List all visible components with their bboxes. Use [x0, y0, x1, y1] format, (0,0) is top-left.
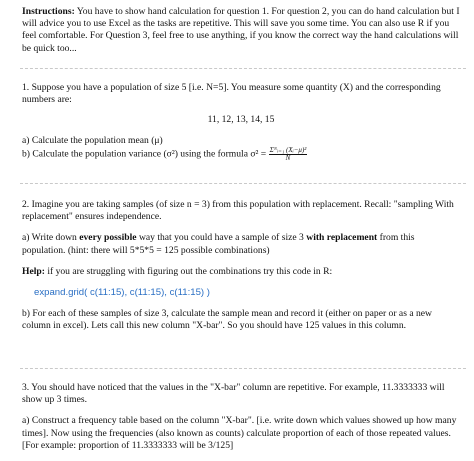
q3-part-a: a) Construct a frequency table based on the column "X-bar". [i.e. write down which values showed up how many times]. Now using the frequencies (also known as counts) calculate proportion of each of those repeated values. [For example: proportion of 11.3333333 will be 3/125]	[22, 415, 457, 451]
q1-part-b-text: b) Calculate the population variance (σ²) using the formula σ² =	[22, 148, 267, 160]
question-2	[22, 199, 460, 333]
q2-part-b: b) For each of these samples of size 3, calculate the sample mean and record it (either on paper or as a new column in excel). Lets call this new column "X-bar". So you should have 125 values in this column.	[22, 308, 432, 332]
q1-intro: 1. Suppose you have a population of size 5 [i.e. N=5]. You measure some quantity (X) and the corresponding numbers are:	[22, 82, 441, 106]
formula-denominator: N	[285, 153, 291, 162]
formula-numerator: Σᴺᵢ₌₁ (Xᵢ−μ)²	[269, 145, 307, 154]
q1-part-b	[22, 147, 460, 162]
q1-numbers: 11, 12, 13, 14, 15	[207, 114, 275, 126]
section-divider	[20, 68, 466, 69]
q2-part-a-text-2: way that you could have a sample of size 3	[136, 232, 307, 244]
section-divider	[20, 183, 466, 184]
q2-part-a-bold-2: with replacement	[306, 232, 378, 244]
q2-part-a-text-3: from this population. (hint: there will 5*5*5 = 125 possible combinations)	[22, 232, 415, 256]
instructions-paragraph	[22, 6, 460, 55]
section-divider	[20, 368, 466, 369]
instructions-text: You have to show hand calculation for question 1. For question 2, you can do hand calculation but I will advice you to use Excel as the tasks are repetitive. This will save you some time. You can also use R if you feel comfortable. For Question 3, feel free to use anything, if you know the correct way the hand calculations will be quick too...	[22, 6, 460, 54]
q2-help	[22, 266, 460, 278]
variance-formula	[269, 147, 308, 162]
instructions-label: Instructions:	[22, 6, 75, 17]
q1-part-a: a) Calculate the population mean (μ)	[22, 134, 163, 146]
q2-part-a-text-1: a) Write down	[22, 232, 80, 244]
help-label: Help:	[22, 265, 45, 277]
question-1	[22, 82, 460, 162]
help-text: if you are struggling with figuring out the combinations try this code in R:	[44, 265, 333, 277]
q3-intro: 3. You should have noticed that the values in the "X-bar" column are repetitive. For example, 11.3333333 will show up 3 times.	[22, 382, 445, 406]
question-3	[22, 382, 460, 452]
q2-part-a	[22, 232, 460, 256]
q2-part-a-bold-1: every possible	[79, 232, 137, 244]
q2-intro: 2. Imagine you are taking samples (of size n = 3) from this population with replacement. Recall: "sampling With replacement" ensures independence.	[22, 199, 454, 223]
r-code-snippet: expand.grid( c(11:15), c(11:15), c(11:15) )	[34, 287, 210, 299]
